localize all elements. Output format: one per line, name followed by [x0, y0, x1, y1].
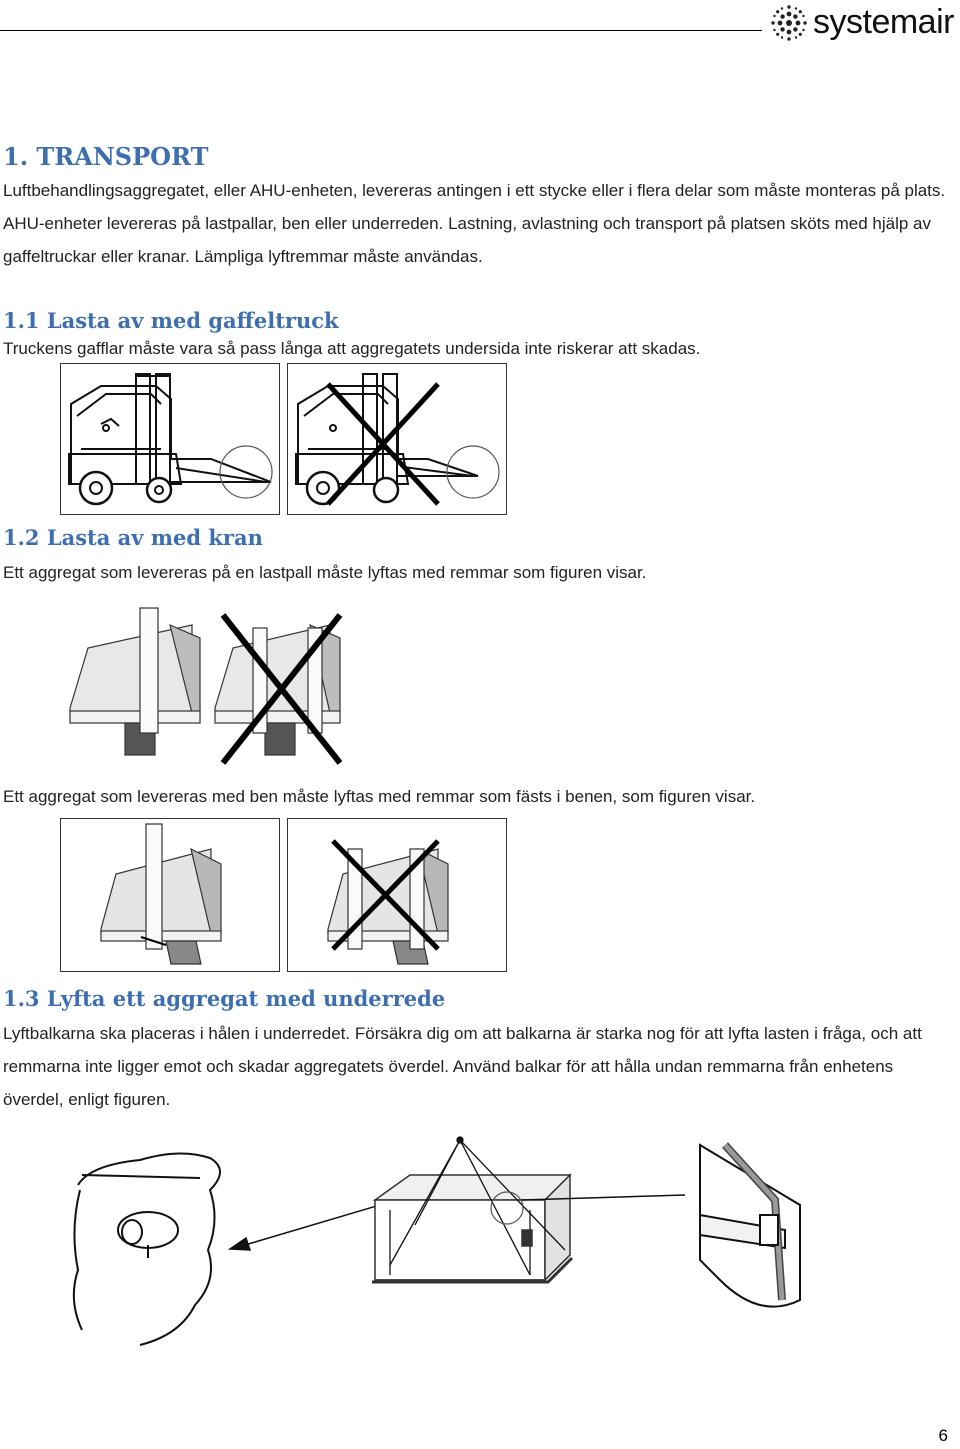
brand-logo: [770, 2, 960, 42]
section-1-2-paragraph-legs: Ett aggregat som levereras med ben måste lyftas med remmar som fästs i benen, som figuren visar.: [3, 787, 756, 806]
section-1-1-paragraph: Truckens gafflar måste vara så pass långa att aggregatets undersida inte riskerar att skadas.: [3, 339, 701, 358]
section-1-1-title: 1.1 Lasta av med gaffeltruck: [3, 308, 339, 333]
section-1-title: 1. TRANSPORT: [3, 142, 209, 171]
forklift-correct-illustration: [61, 364, 279, 514]
section-1-3-paragraph: Lyftbalkarna ska placeras i hålen i underredet. Försäkra dig om att balkarna är starka nog för att lyfta lasten i fråga, och att remmarna inte ligger emot och skadar aggregatets överdel. Använd balkar för att hålla undan remmarna från enhetens överdel, enligt figuren.: [3, 1024, 922, 1109]
figure-crane-legs-incorrect: [287, 818, 507, 972]
header-rule: [0, 30, 762, 31]
strap-spacer-detail: [700, 1145, 800, 1307]
air-handling-unit: [372, 1175, 572, 1282]
page-number: 6: [938, 1426, 948, 1445]
section-1-3-title: 1.3 Lyfta ett aggregat med underrede: [3, 986, 446, 1011]
section-1-2-title: 1.2 Lasta av med kran: [3, 525, 263, 550]
figure-crane-pallet: [60, 603, 350, 773]
base-frame-lifting-illustration: [60, 1130, 820, 1370]
beam-hole-detail: [74, 1153, 220, 1345]
crane-pallet-illustration: [60, 603, 350, 773]
section-1-2-paragraph-pallet: Ett aggregat som levereras på en lastpall måste lyftas med remmar som figuren visar.: [3, 563, 647, 582]
crane-legs-correct-illustration: [61, 819, 279, 971]
figure-forklift-incorrect: [287, 363, 507, 515]
figure-forklift-correct: [60, 363, 280, 515]
figure-crane-legs-correct: [60, 818, 280, 972]
crane-legs-incorrect-illustration: [288, 819, 506, 971]
forklift-incorrect-illustration: [288, 364, 506, 514]
section-1-paragraph: Luftbehandlingsaggregatet, eller AHU-enheten, levereras antingen i ett stycke eller i flera delar som måste monteras på plats. AHU-enheter levereras på lastpallar, ben eller underreden. Lastning, avlastning och transport på platsen sköts med hjälp av gaffeltruckar eller kranar. Lämpliga lyftremmar måste användas.: [3, 181, 946, 266]
figure-base-frame-lifting: [60, 1130, 820, 1370]
brand-name: systemair: [813, 3, 954, 41]
systemair-dot-logo-icon: [770, 4, 808, 42]
